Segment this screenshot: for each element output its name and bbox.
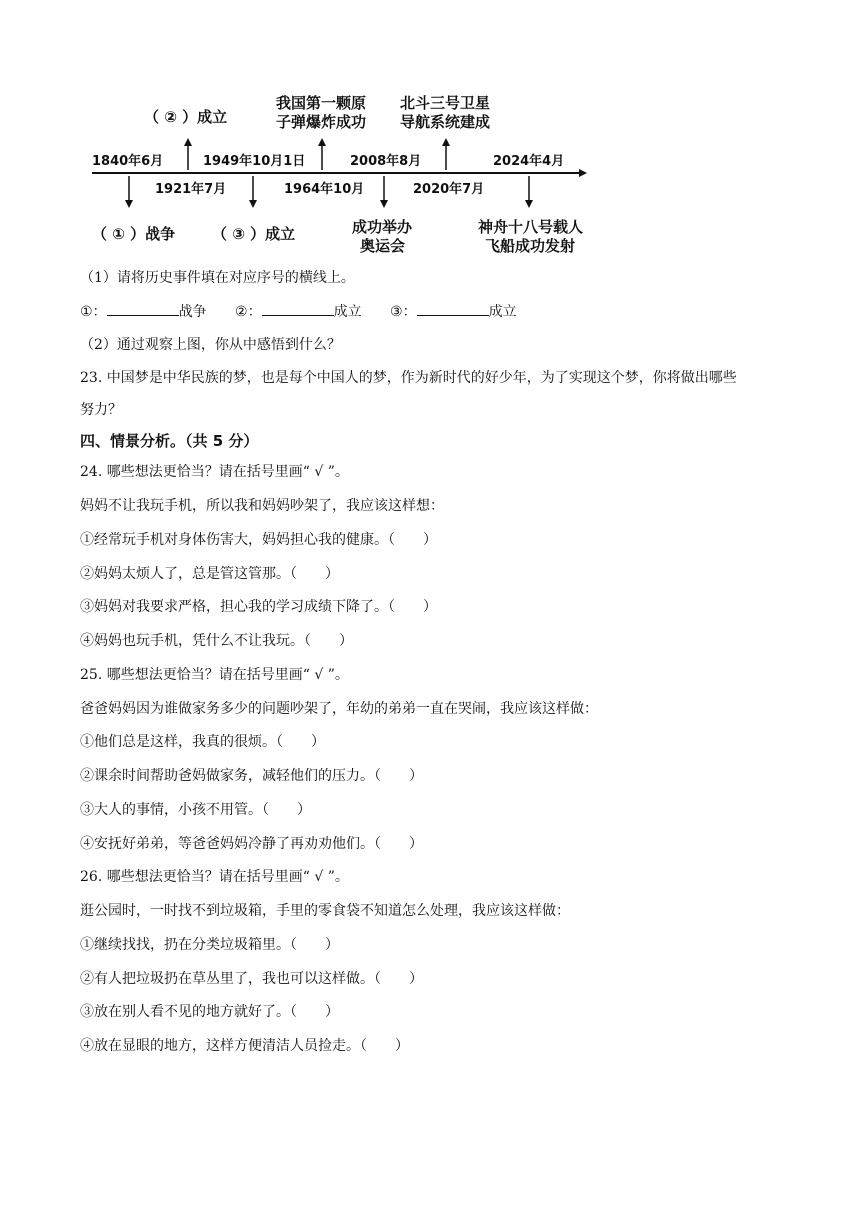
q22-part1: （1）请将历史事件填在对应序号的横线上。: [80, 270, 355, 286]
event-2008-line1: 成功举办: [352, 218, 413, 236]
event-2024-line2: 飞船成功发射: [485, 237, 576, 255]
date-1921: 1921年7月: [155, 182, 227, 197]
event-1964-line2: 子弹爆炸成功: [276, 113, 367, 131]
blank2-label: ②：: [235, 304, 262, 320]
q23-line1: 23. 中国梦是中华民族的梦，也是每个中国人的梦，作为新时代的好少年，为了实现这个梦，你将做出哪些: [80, 370, 737, 386]
q22-part2: （2）通过观察上图，你从中感悟到什么？: [80, 337, 341, 353]
event-2020-line1: 北斗三号卫星: [400, 94, 491, 112]
q23-line2: 努力？: [80, 402, 122, 418]
blank3-label: ③：: [390, 304, 417, 320]
q25-prompt: 25. 哪些想法更恰当？请在括号里画“ √ ”。: [80, 667, 349, 683]
q26-prompt: 26. 哪些想法更恰当？请在括号里画“ √ ”。: [80, 869, 349, 885]
event-2008-line2: 奥运会: [360, 237, 406, 255]
blank3[interactable]: [417, 301, 489, 316]
q25-option-3[interactable]: ③大人的事情，小孩不用管。（ ）: [80, 802, 311, 818]
q24-option-2[interactable]: ②妈妈太烦人了，总是管这管那。（ ）: [80, 566, 339, 582]
q22-blanks: [80, 301, 517, 322]
event-2024-line1: 神舟十八号载人: [478, 218, 584, 236]
blank3-suffix: 成立: [488, 304, 517, 320]
blank2[interactable]: [262, 301, 334, 316]
q24-option-3[interactable]: ③妈妈对我要求严格，担心我的学习成绩下降了。（ ）: [80, 599, 437, 615]
date-1964: 1964年10月: [284, 182, 365, 197]
q25-scenario: 爸爸妈妈因为谁做家务多少的问题吵架了，年幼的弟弟一直在哭闹，我应该这样做：: [80, 701, 598, 717]
q24-scenario: 妈妈不让我玩手机，所以我和妈妈吵架了，我应该这样想：: [80, 498, 444, 514]
q26-option-2[interactable]: ②有人把垃圾扔在草丛里了，我也可以这样做。（ ）: [80, 971, 423, 987]
section4-title: 四、情景分析。（共 5 分）: [80, 432, 259, 450]
event-2020-line2: 导航系统建成: [400, 113, 491, 131]
q26-option-4[interactable]: ④放在显眼的地方，这样方便清洁人员捡走。（ ）: [80, 1038, 409, 1054]
date-2024: 2024年4月: [493, 154, 565, 169]
date-1840: 1840年6月: [92, 154, 164, 169]
q25-option-2[interactable]: ②课余时间帮助爸妈做家务，减轻他们的压力。（ ）: [80, 768, 423, 784]
event-2: （ ② ）成立: [144, 108, 228, 126]
q25-option-1[interactable]: ①他们总是这样，我真的很烦。（ ）: [80, 734, 325, 750]
blank2-suffix: 成立: [333, 304, 362, 320]
date-1949: 1949年10月1日: [203, 154, 306, 169]
date-2008: 2008年8月: [350, 154, 422, 169]
q26-scenario: 逛公园时，一时找不到垃圾箱，手里的零食袋不知道怎么处理，我应该这样做：: [80, 903, 570, 919]
event-1: （ ① ）战争: [92, 225, 176, 243]
blank1-suffix: 战争: [178, 304, 207, 320]
blank1[interactable]: [107, 301, 179, 316]
q24-option-4[interactable]: ④妈妈也玩手机，凭什么不让我玩。（ ）: [80, 633, 353, 649]
q26-option-1[interactable]: ①继续找找，扔在分类垃圾箱里。（ ）: [80, 937, 339, 953]
q26-option-3[interactable]: ③放在别人看不见的地方就好了。（ ）: [80, 1004, 339, 1020]
event-1964-line1: 我国第一颗原: [276, 94, 367, 112]
q24-prompt: 24. 哪些想法更恰当？请在括号里画“ √ ”。: [80, 464, 349, 480]
date-2020: 2020年7月: [413, 182, 485, 197]
blank1-label: ①：: [80, 304, 107, 320]
q25-option-4[interactable]: ④安抚好弟弟，等爸爸妈妈冷静了再劝劝他们。（ ）: [80, 836, 423, 852]
q24-option-1[interactable]: ①经常玩手机对身体伤害大，妈妈担心我的健康。（ ）: [80, 532, 437, 548]
event-3: （ ③ ）成立: [212, 225, 296, 243]
history-timeline: [80, 80, 600, 260]
